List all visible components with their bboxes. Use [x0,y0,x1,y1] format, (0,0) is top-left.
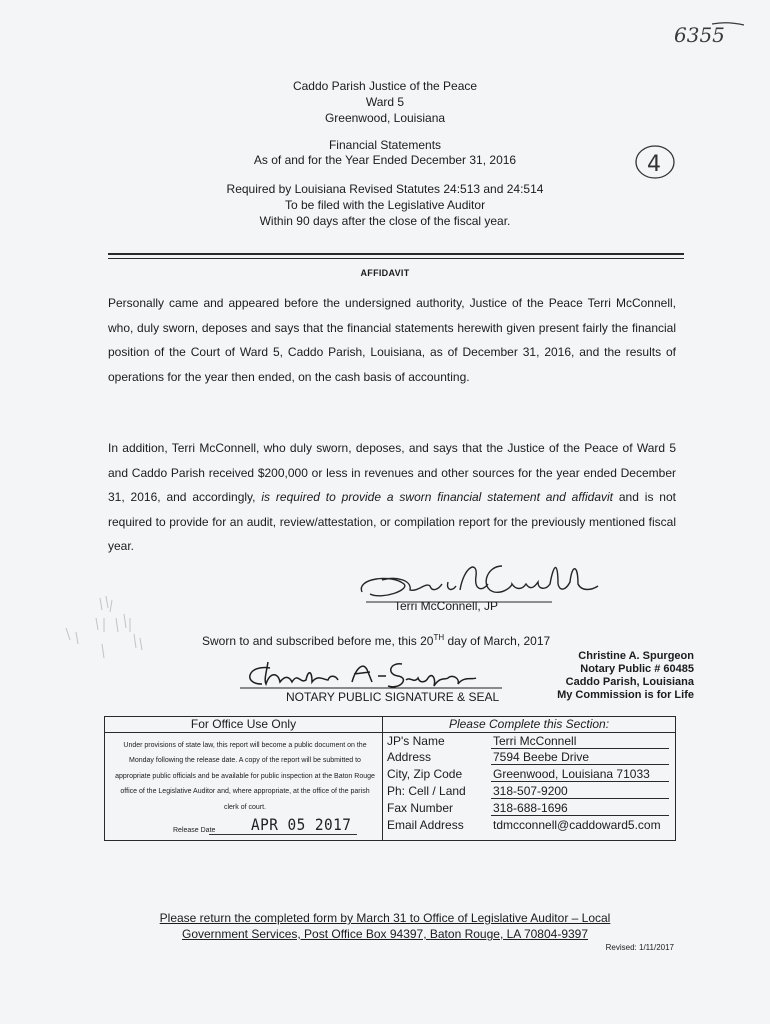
field-address [387,749,669,765]
entity-name: Caddo Parish Justice of the Peace [292,79,478,93]
phone-label: Ph: Cell / Land [387,784,466,798]
affidavit-title: AFFIDAVIT [360,268,410,278]
filing-requirement: To be filed with the Legislative Auditor [284,198,486,212]
complete-section-header [383,717,676,733]
statute-requirement: Required by Louisiana Revised Statutes 24:513 and 24:514 [226,182,544,196]
ward-name: Ward 5 [365,95,405,109]
email-value: tdmcconnell@caddoward5.com [493,818,661,832]
phone-value: 318-507-9200 [493,784,568,798]
notary-commission: My Commission is for Life [557,689,694,701]
jp-name-value: Terri McConnell [493,734,577,748]
notary-name: Christine A. Spurgeon [578,650,694,662]
field-email [387,817,669,833]
return-instructions-line1: Please return the completed form by March 31 to Office of Legislative Auditor – Local [159,911,611,925]
office-use-header: For Office Use Only [105,717,383,733]
return-instructions [0,910,770,942]
phone-underline [491,798,669,799]
fax-underline [491,815,669,816]
deadline-requirement: Within 90 days after the close of the fiscal year. [259,214,511,228]
release-date-label: Release Date [173,827,216,834]
contact-info-cell [383,733,676,841]
field-fax [387,800,669,816]
jp-name-label: JP's Name [387,734,445,748]
paragraph-2-intro: In addition, Terri McConnell, who duly sworn, deposes, and says that the Justice of the Peace of Ward 5 and Caddo Parish received $200,000 or less in revenues and other sources for the year ended December 31, 2016, and accordingly, [108,441,676,505]
release-date-stamp: APR 05 2017 [251,815,352,834]
sworn-superscript: TH [433,633,445,642]
notary-stamp [557,650,694,702]
fax-value: 318-688-1696 [493,801,568,815]
notary-number: Notary Public # 60485 [580,663,694,675]
release-date-line [209,834,357,835]
circled-number-mark [632,143,680,183]
paragraph-2-emphasis: is required to provide a sworn financial statement and affidavit [261,490,614,505]
notary-parish: Caddo Parish, Louisiana [565,676,694,688]
notary-signature-label: NOTARY PUBLIC SIGNATURE & SEAL [286,690,500,704]
location-name: Greenwood, Louisiana [324,111,446,125]
complete-section-header-text: Please Complete this Section: [448,717,610,731]
field-phone [387,783,669,799]
city-zip-label: City, Zip Code [387,767,463,781]
city-zip-underline [491,781,669,782]
address-value: 7594 Beebe Drive [493,750,590,764]
sworn-text-after: day of March, 2017 [444,634,551,648]
city-zip-value: Greenwood, Louisiana 71033 [493,767,650,781]
notary-signature [240,658,510,692]
public-document-notice: Under provisions of state law, this report will become a public document on the Monday following the release date. A copy of the report will be submitted to appropriate public officials and be available for public inspection at the Baton Rouge office of the Legislative Auditor and, where appropriate, at the office of the parish clerk of court. [115,742,375,811]
paragraph-2-conclusion: and is not required to provide for an audit, review/attestation, or compilation report for the previously mentioned fiscal year. [108,490,676,554]
address-underline [491,764,669,765]
signer-name: Terri McConnell, JP [394,599,499,613]
fax-label: Fax Number [387,801,454,815]
affidavit-paragraph-1: Personally came and appeared before the undersigned authority, Justice of the Peace Terri McConnell, who, duly sworn, deposes and says that the financial statements herewith given present fairly the financial position of the Court of Ward 5, Caddo Parish, Louisiana, as of December 31, 2016, and the results of operations for the year then ended, on the cash basis of accounting. [108,296,676,384]
document-title: Financial Statements [328,138,442,152]
office-use-cell [105,733,383,841]
handwritten-file-number [672,16,746,50]
sworn-text-before: Sworn to and subscribed before me, this 20 [202,634,434,648]
return-instructions-line2: Government Services, Post Office Box 94397, Baton Rouge, LA 70804-9397 [181,927,589,941]
header-divider-thick [108,253,684,255]
header-divider-thin [108,258,684,259]
revision-date: Revised: 1/11/2017 [605,943,674,952]
reporting-period: As of and for the Year Ended December 31, 2016 [253,153,517,167]
file-number-text: 6355 [674,23,725,47]
scan-artifact [56,588,156,668]
affidavit-paragraph-2 [108,436,676,559]
field-city-zip [387,766,669,782]
field-jp-name [387,733,669,749]
address-label: Address [387,750,432,764]
circled-number-text: 4 [647,152,661,177]
office-use-table [104,716,676,841]
email-label: Email Address [387,818,464,832]
sworn-statement [202,633,550,648]
